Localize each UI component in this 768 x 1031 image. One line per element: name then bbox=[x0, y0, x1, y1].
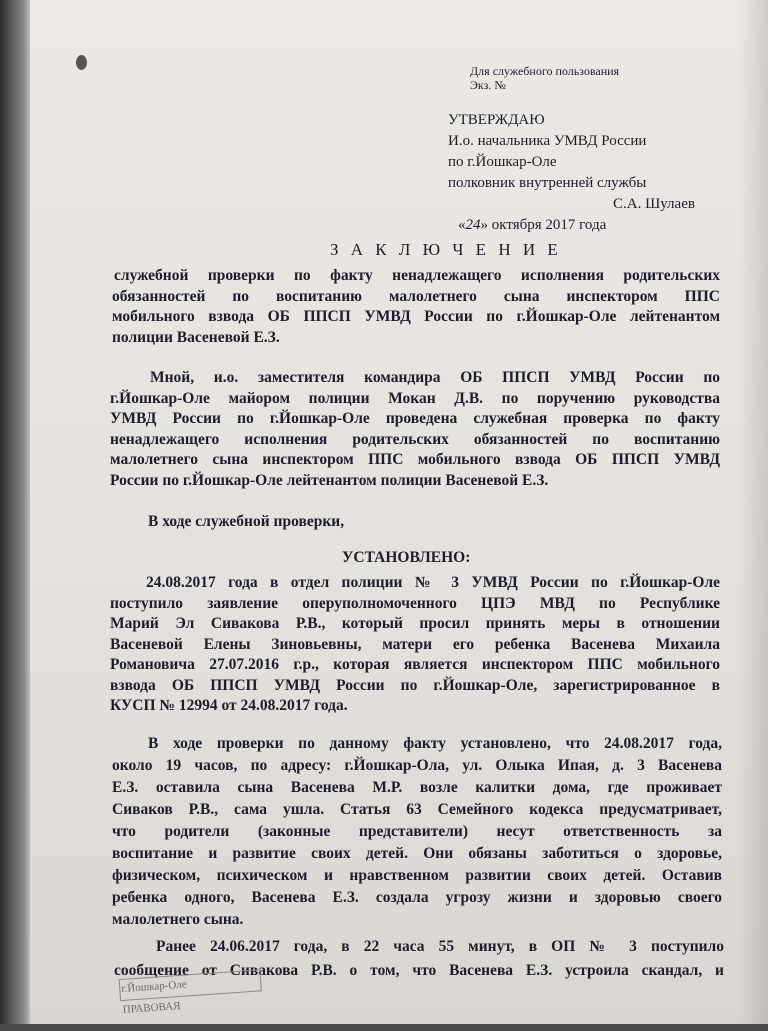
paragraph-1 bbox=[110, 573, 720, 717]
paragraph-1-line: 24.08.2017 года в отдел полиции № 3 УМВД России по г.Йошкар-Оле bbox=[146, 574, 720, 591]
page-shadow bbox=[738, 0, 768, 1024]
classification-line-1: Для служебного пользования bbox=[470, 64, 620, 78]
intro-line: ненадлежащего исполнения родительских обязанностей по воспитанию bbox=[110, 430, 720, 448]
approval-line-1: И.о. начальника УМВД России bbox=[448, 133, 647, 149]
subtitle-line: мобильного взвода ОБ ППСП УМВД России по г.Йошкар-Оле лейтенантом bbox=[112, 308, 720, 325]
stamp-line-2: ПРАВОВАЯ bbox=[122, 999, 181, 1016]
intro-line: УМВД России по г.Йошкар-Оле проведена служебная проверка по факту bbox=[110, 410, 720, 427]
paragraph-2-line: Сиваков Р.В., сама ушла. Статья 63 Семейного кодекса предусматривает, bbox=[112, 801, 722, 818]
intro-paragraph bbox=[110, 368, 720, 491]
paragraph-2-line: ребенка одного, Васенева Е.З. создала угрозу жизни и здоровью своего bbox=[112, 889, 722, 906]
approval-signatory: С.А. Шулаев bbox=[613, 196, 695, 212]
intro-line: малолетнего сына инспектором ППС мобильного взвода ОБ ППСП УМВД bbox=[110, 451, 720, 468]
approval-line-2: по г.Йошкар-Оле bbox=[448, 154, 557, 170]
paragraph-1-line: Марий Эл Сивакова Р.В., который просил принять меры в отношении bbox=[110, 615, 720, 632]
subtitle-line: служебной проверки по факту ненадлежащего исполнения родительских bbox=[114, 267, 720, 284]
approval-date-rest: октября 2017 года bbox=[491, 217, 607, 233]
paragraph-2-line: Е.З. оставила сына Васенева М.Р. возле калитки дома, где проживает bbox=[112, 779, 722, 796]
paragraph-2-line: В ходе проверки по данному факту установлено, что 24.08.2017 года, bbox=[148, 735, 722, 752]
paragraph-2-line: малолетнего сына. bbox=[112, 911, 244, 928]
paragraph-1-line: КУСП № 12994 от 24.08.2017 года. bbox=[110, 697, 348, 714]
approval-block bbox=[448, 110, 695, 236]
document-subtitle bbox=[112, 266, 720, 348]
punch-hole bbox=[76, 55, 87, 70]
paragraph-2-line: воспитание и развитие своих детей. Они обязаны заботиться о здоровье, bbox=[112, 845, 722, 862]
registration-stamp bbox=[58, 963, 271, 1031]
intro-line: России по г.Йошкар-Оле лейтенантом полиции Васеневой Е.З. bbox=[110, 471, 549, 489]
classification-line-2: Экз. № bbox=[470, 78, 506, 92]
paragraph-2-line: что родители (законные представители) несут ответственность за bbox=[112, 823, 722, 840]
during-line: В ходе служебной проверки, bbox=[148, 513, 345, 530]
intro-line: Мной, и.о. заместителя командира ОБ ППСП УМВД России по bbox=[150, 369, 720, 386]
subtitle-line: полиции Васеневой Е.З. bbox=[112, 328, 280, 346]
classification-mark bbox=[470, 64, 619, 92]
paragraph-1-line: взвода ОБ ППСП УМВД России по г.Йошкар-Оле, зарегистрированное в bbox=[110, 676, 720, 694]
paragraph-1-line: Васеневой Елены Зиновьевны, матери его ребенка Васенева Михаила bbox=[110, 635, 720, 653]
paragraph-2-line: физическом, психическом и нравственном развитии своих детей. Оставив bbox=[112, 867, 722, 884]
approval-heading: УТВЕРЖДАЮ bbox=[448, 112, 545, 128]
paragraph-3-line: Ранее 24.06.2017 года, в 22 часа 55 минут, в ОП № 3 поступило bbox=[156, 938, 724, 955]
binder-spine bbox=[0, 0, 30, 1024]
established-heading: УСТАНОВЛЕНО: bbox=[342, 549, 471, 566]
paragraph-2-line: около 19 часов, по адресу: г.Йошкар-Ола, ул. Олыка Ипая, д. 3 Васенева bbox=[112, 757, 722, 774]
paragraph-2 bbox=[112, 733, 722, 931]
paragraph-1-line: поступило заявление оперуполномоченного ЦПЭ МВД по Республике bbox=[110, 594, 720, 612]
approval-line-3: полковник внутренней службы bbox=[448, 175, 647, 191]
stamp-line-1: г.Йошкар-Оле bbox=[120, 978, 188, 996]
paragraph-3-line: сообщение от Сивакова Р.В. о том, что Васенева Е.З. устроила скандал, и bbox=[114, 962, 724, 979]
approval-date: «24» октября 2017 года bbox=[458, 217, 607, 233]
intro-line: г.Йошкар-Оле майором полиции Мокан Д.В. по поручению руководства bbox=[110, 389, 720, 407]
approval-date-day: 24 bbox=[465, 217, 481, 233]
document-title: З А К Л Ю Ч Е Н И Е bbox=[330, 240, 562, 259]
document-page bbox=[30, 0, 768, 1024]
paragraph-1-line: Романовича 27.07.2016 г.р., которая является инспектором ППС мобильного bbox=[110, 656, 720, 673]
subtitle-line: обязанностей по воспитанию малолетнего сына инспектором ППС bbox=[112, 287, 720, 305]
